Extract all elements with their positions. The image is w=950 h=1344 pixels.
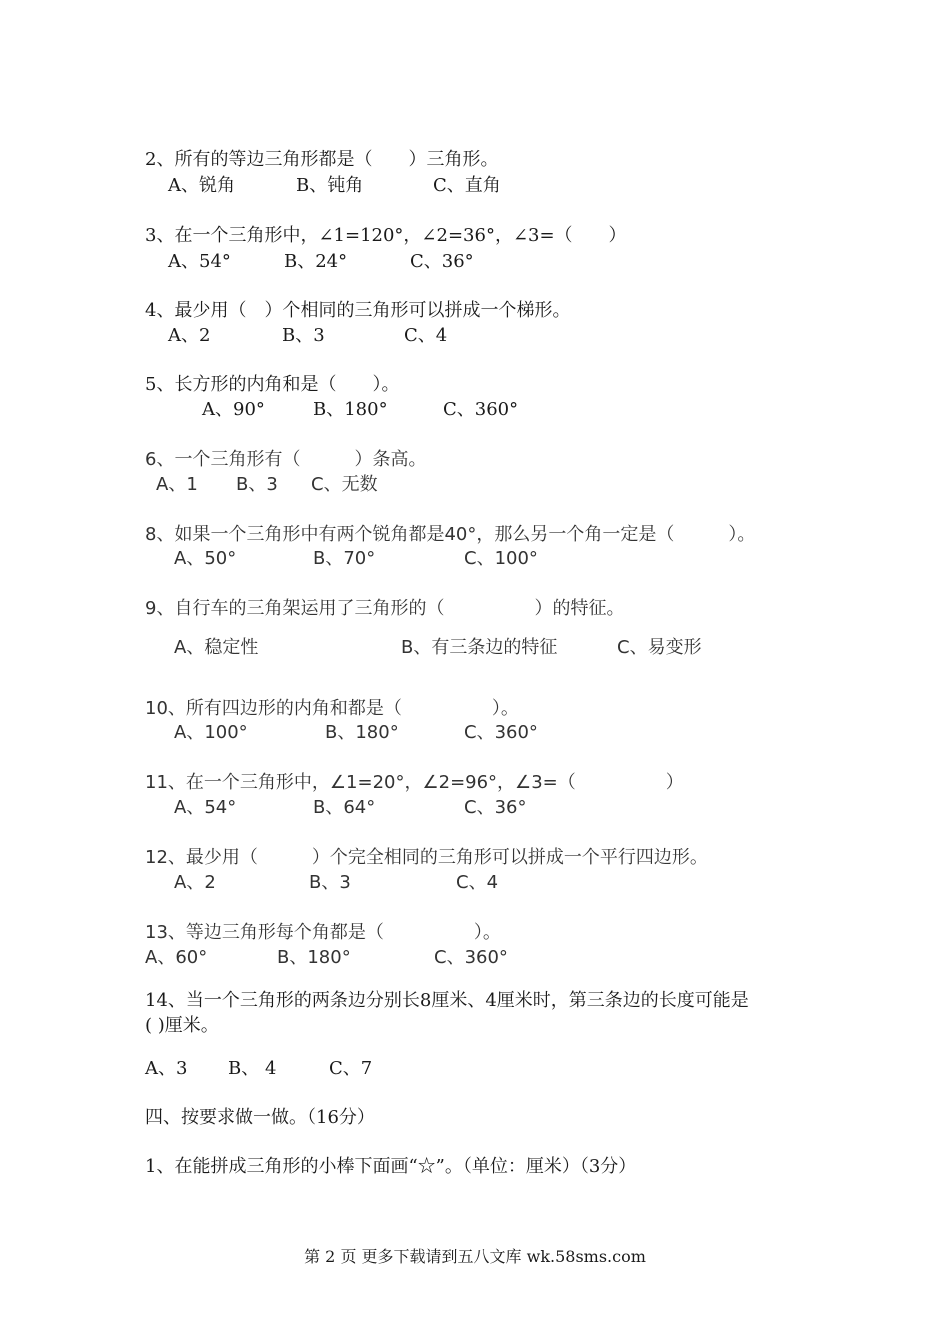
- question-10-stem: 10、所有四边形的内角和都是（ ）。: [145, 698, 519, 719]
- question-14-option-a: A、3: [145, 1058, 188, 1079]
- question-5-stem: 5、长方形的内角和是（ ）。: [145, 374, 400, 395]
- question-12-option-a: A、2: [174, 872, 216, 893]
- question-9-option-c: C、易变形: [617, 637, 702, 658]
- section-4-heading: 四、按要求做一做。（16分）: [145, 1107, 375, 1128]
- question-3-option-b: B、24°: [284, 251, 348, 272]
- question-13-option-c: C、360°: [434, 947, 508, 968]
- question-4-stem: 4、最少用（ ）个相同的三角形可以拼成一个梯形。: [145, 300, 571, 321]
- question-9-option-a: A、稳定性: [174, 637, 259, 658]
- question-6-option-a: A、1: [156, 474, 198, 495]
- page-footer: 第 2 页 更多下载请到五八文库 wk.58sms.com: [304, 1247, 646, 1266]
- question-14-stem-line-1: 14、当一个三角形的两条边分别长8厘米、4厘米时，第三条边的长度可能是: [145, 990, 749, 1011]
- question-4-option-b: B、3: [282, 325, 325, 346]
- question-4-option-c: C、4: [404, 325, 448, 346]
- question-5-option-c: C、360°: [443, 399, 519, 420]
- question-12-option-b: B、3: [309, 872, 351, 893]
- question-8-stem: 8、如果一个三角形中有两个锐角都是40°，那么另一个角一定是（ ）。: [145, 524, 756, 545]
- question-11-option-c: C、36°: [464, 797, 527, 818]
- question-5-option-b: B、180°: [313, 399, 388, 420]
- section-4-item-1: 1、在能拼成三角形的小棒下面画“☆”。（单位：厘米）（3分）: [145, 1156, 637, 1177]
- question-3-stem: 3、在一个三角形中，∠1=120°，∠2=36°，∠3=（ ）: [145, 225, 627, 246]
- question-6-option-b: B、3: [236, 474, 278, 495]
- question-2-option-b: B、钝角: [296, 175, 364, 196]
- question-9-option-b: B、有三条边的特征: [401, 637, 558, 658]
- question-2-stem: 2、所有的等边三角形都是（ ）三角形。: [145, 149, 499, 170]
- question-9-stem: 9、自行车的三角架运用了三角形的（ ）的特征。: [145, 598, 625, 619]
- question-13-option-b: B、180°: [277, 947, 351, 968]
- question-8-option-b: B、70°: [313, 548, 376, 569]
- question-6-stem: 6、一个三角形有（ ）条高。: [145, 449, 427, 470]
- question-11-option-b: B、64°: [313, 797, 376, 818]
- question-10-option-c: C、360°: [464, 722, 538, 743]
- question-2-option-c: C、直角: [433, 175, 501, 196]
- question-12-stem: 12、最少用（ ）个完全相同的三角形可以拼成一个平行四边形。: [145, 847, 708, 868]
- question-11-option-a: A、54°: [174, 797, 237, 818]
- question-10-option-b: B、180°: [325, 722, 399, 743]
- question-8-option-a: A、50°: [174, 548, 237, 569]
- question-13-stem: 13、等边三角形每个角都是（ ）。: [145, 922, 501, 943]
- question-8-option-c: C、100°: [464, 548, 538, 569]
- question-4-option-a: A、2: [168, 325, 211, 346]
- question-3-option-a: A、54°: [168, 251, 231, 272]
- question-2-option-a: A、锐角: [168, 175, 235, 196]
- question-14-option-b: B、 4: [228, 1058, 277, 1079]
- question-6-option-c: C、无数: [311, 474, 378, 495]
- question-12-option-c: C、4: [456, 872, 499, 893]
- question-11-stem: 11、在一个三角形中，∠1=20°，∠2=96°，∠3=（ ）: [145, 772, 684, 793]
- question-5-option-a: A、90°: [202, 399, 265, 420]
- question-3-option-c: C、36°: [410, 251, 474, 272]
- question-13-option-a: A、60°: [145, 947, 208, 968]
- question-14-option-c: C、7: [329, 1058, 373, 1079]
- question-10-option-a: A、100°: [174, 722, 248, 743]
- question-14-stem-line-2: ( )厘米。: [145, 1015, 219, 1036]
